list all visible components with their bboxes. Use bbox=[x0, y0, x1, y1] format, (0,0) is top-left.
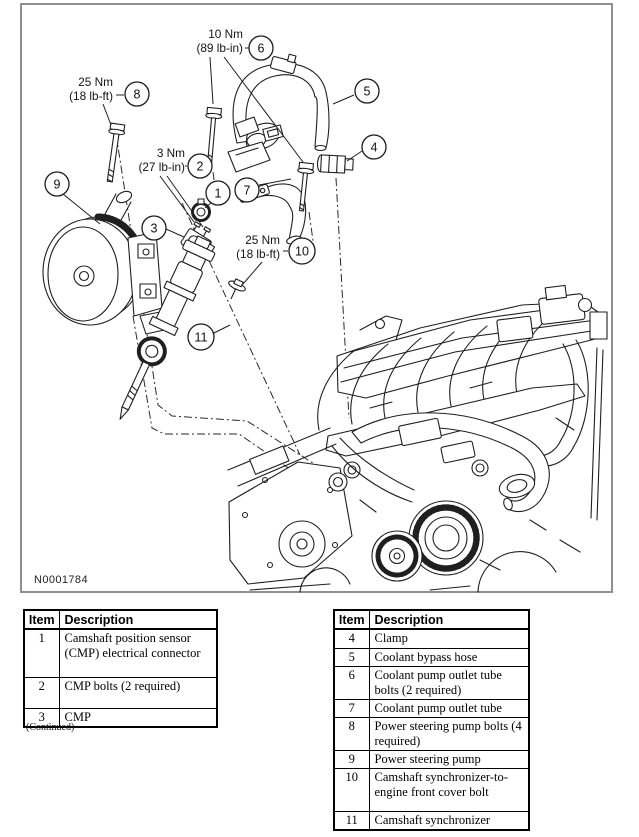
torque-value: 10 Nm bbox=[208, 27, 243, 41]
item-cell: 9 bbox=[334, 750, 369, 768]
svg-text:4: 4 bbox=[370, 140, 378, 155]
description-cell: Camshaft synchronizer-to-engine front cover bolt bbox=[369, 768, 529, 811]
torque-value: 25 Nm bbox=[245, 233, 280, 247]
item-cell: 7 bbox=[334, 699, 369, 717]
parts-table-items-4-11 bbox=[333, 609, 530, 831]
svg-text:1: 1 bbox=[214, 186, 222, 201]
callout-10 bbox=[289, 238, 315, 264]
callout-6 bbox=[249, 36, 273, 60]
description-cell: Camshaft position sensor (CMP) electrical connector bbox=[59, 629, 217, 677]
svg-text:8: 8 bbox=[133, 87, 141, 102]
svg-text:11: 11 bbox=[194, 330, 208, 345]
item-cell: 4 bbox=[334, 629, 369, 648]
svg-text:5: 5 bbox=[363, 84, 371, 99]
table-row bbox=[334, 768, 529, 811]
torque-value-alt: (18 lb-ft) bbox=[236, 247, 280, 261]
description-cell: CMP bolts (2 required) bbox=[59, 677, 217, 708]
figure-id-label: N0001784 bbox=[34, 574, 88, 586]
item-cell: 2 bbox=[24, 677, 59, 708]
callout-5 bbox=[355, 79, 379, 103]
description-cell: Power steering pump bolts (4 required) bbox=[369, 717, 529, 750]
description-cell: CMP bbox=[59, 708, 217, 727]
item-cell: 6 bbox=[334, 666, 369, 699]
svg-text:2: 2 bbox=[196, 159, 204, 174]
description-cell: Coolant pump outlet tube bolts (2 required) bbox=[369, 666, 529, 699]
torque-value-alt: (18 lb-ft) bbox=[69, 89, 113, 103]
item-cell: 1 bbox=[24, 629, 59, 677]
parts-table-items-1-3 bbox=[23, 609, 218, 728]
description-column-header: Description bbox=[59, 610, 217, 629]
table-row bbox=[334, 750, 529, 768]
callout-4 bbox=[362, 135, 386, 159]
torque-value: 3 Nm bbox=[156, 146, 185, 160]
table-row bbox=[24, 677, 217, 708]
torque-value-alt: (27 lb-in) bbox=[138, 160, 185, 174]
item-cell: 8 bbox=[334, 717, 369, 750]
item-column-header: Item bbox=[24, 610, 59, 629]
torque-value-alt: (89 lb-in) bbox=[196, 41, 243, 55]
svg-text:7: 7 bbox=[243, 183, 251, 198]
description-cell: Camshaft synchronizer bbox=[369, 811, 529, 830]
item-cell: 5 bbox=[334, 648, 369, 666]
callout-1 bbox=[206, 181, 230, 205]
callout-8 bbox=[125, 82, 149, 106]
table-header-row bbox=[24, 610, 217, 629]
table-header-row bbox=[334, 610, 529, 629]
table-row bbox=[24, 629, 217, 677]
svg-text:6: 6 bbox=[257, 41, 265, 56]
description-cell: Coolant bypass hose bbox=[369, 648, 529, 666]
table-row bbox=[334, 811, 529, 830]
description-cell: Clamp bbox=[369, 629, 529, 648]
svg-text:9: 9 bbox=[53, 177, 61, 192]
callout-11 bbox=[188, 324, 214, 350]
item-cell: 10 bbox=[334, 768, 369, 811]
description-cell: Power steering pump bbox=[369, 750, 529, 768]
callout-2 bbox=[188, 154, 212, 178]
table-row bbox=[334, 666, 529, 699]
callout-3 bbox=[142, 216, 166, 240]
item-column-header: Item bbox=[334, 610, 369, 629]
table-row bbox=[334, 629, 529, 648]
table-row bbox=[334, 717, 529, 750]
table-continued-note: (Continued) bbox=[26, 722, 75, 733]
description-cell: Coolant pump outlet tube bbox=[369, 699, 529, 717]
table-row bbox=[334, 699, 529, 717]
torque-value: 25 Nm bbox=[78, 75, 113, 89]
description-column-header: Description bbox=[369, 610, 529, 629]
item-cell: 3 bbox=[24, 708, 59, 727]
table-row bbox=[334, 648, 529, 666]
svg-text:10: 10 bbox=[295, 244, 309, 259]
item-cell: 11 bbox=[334, 811, 369, 830]
svg-text:3: 3 bbox=[150, 221, 158, 236]
callout-9 bbox=[45, 172, 69, 196]
callout-7 bbox=[235, 178, 259, 202]
